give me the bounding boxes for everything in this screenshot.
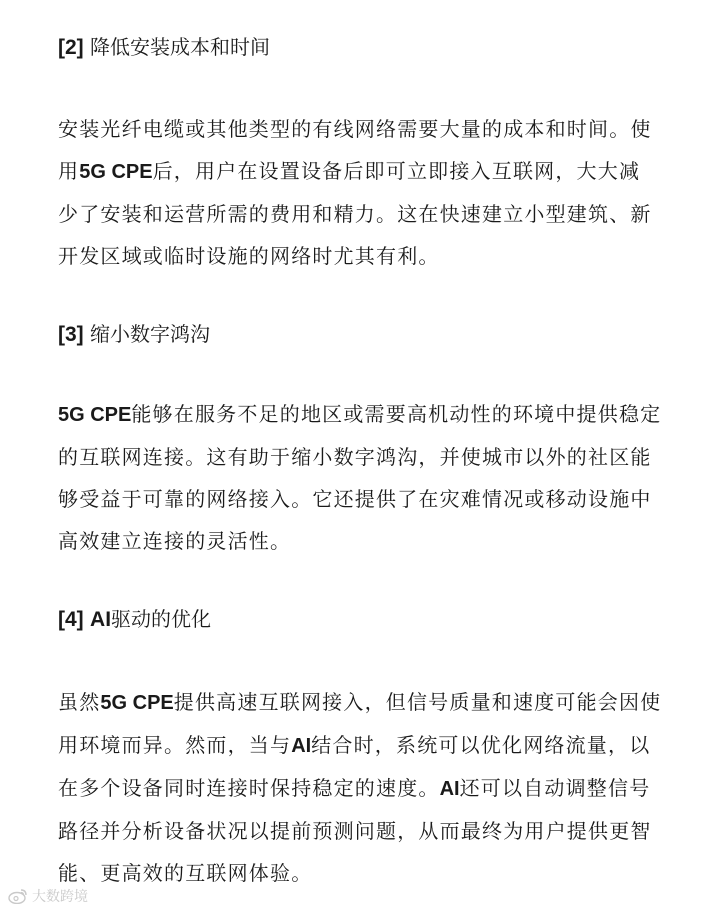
text-run: 后，用户在设置设备后即可立即接入互联网，大大减 xyxy=(152,159,641,183)
text-run: 安装光纤电缆或其他类型的有线网络需要大量的成本和时间。使 xyxy=(58,117,652,141)
text-run: 结合时，系统可以优化网络流量，以 xyxy=(311,733,651,757)
text-run: 能、更高效的互联网体验。 xyxy=(58,861,313,885)
text-run: 少了安装和运营所需的费用和精力。这在快速建立小型建筑、新 xyxy=(58,202,652,226)
paragraph-line xyxy=(58,478,678,520)
bold-term: AI xyxy=(291,735,312,757)
paragraph-line xyxy=(58,193,678,235)
text-run: 在多个设备同时连接时保持稳定的速度。 xyxy=(58,776,440,800)
paragraph-line xyxy=(58,852,678,894)
text-run: 开发区域或临时设施的网络时尤其有利。 xyxy=(58,244,440,268)
text-run: 还可以自动调整信号 xyxy=(459,776,651,800)
text-run: 虽然 xyxy=(58,690,101,714)
text-run: 的互联网连接。这有助于缩小数字鸿沟，并使城市以外的社区能 xyxy=(58,445,652,469)
paragraph-line xyxy=(58,520,678,562)
bold-term: AI xyxy=(439,778,460,800)
text-run: 够受益于可靠的网络接入。它还提供了在灾难情况或移动设施中 xyxy=(58,487,652,511)
paragraph-line xyxy=(58,681,678,724)
paragraph-line xyxy=(58,150,678,193)
text-run: 能够在服务不足的地区或需要高机动性的环境中提供稳定 xyxy=(131,402,662,426)
section-heading xyxy=(58,320,210,349)
paragraph-line xyxy=(58,724,678,767)
paragraph-line xyxy=(58,767,678,810)
section-paragraph xyxy=(58,681,678,894)
section-title-prefix: AI xyxy=(90,608,112,631)
watermark xyxy=(8,886,88,906)
text-run: 提供高速互联网接入，但信号质量和速度可能会因使 xyxy=(173,690,662,714)
section-number: [2] xyxy=(58,36,84,59)
bold-term: 5G CPE xyxy=(100,692,174,714)
weibo-logo-icon xyxy=(8,888,28,904)
text-run: 高效建立连接的灵活性。 xyxy=(58,529,292,553)
paragraph-line xyxy=(58,810,678,852)
section-heading xyxy=(58,605,211,634)
section-title: 降低安装成本和时间 xyxy=(90,35,271,59)
paragraph-line xyxy=(58,393,678,436)
paragraph-line xyxy=(58,436,678,478)
bold-term: 5G CPE xyxy=(79,161,153,183)
section-title: 缩小数字鸿沟 xyxy=(90,322,211,346)
section-number: [4] xyxy=(58,608,84,631)
section-paragraph xyxy=(58,393,678,562)
text-run: 路径并分析设备状况以提前预测问题，从而最终为用户提供更智 xyxy=(58,819,652,843)
text-run: 用环境而异。然而，当与 xyxy=(58,733,292,757)
paragraph-line xyxy=(58,108,678,150)
section-heading xyxy=(58,33,270,62)
section-number: [3] xyxy=(58,323,84,346)
watermark-text: 大数跨境 xyxy=(32,889,88,905)
section-title: 驱动的优化 xyxy=(111,607,212,631)
paragraph-line xyxy=(58,235,678,277)
text-run: 用 xyxy=(58,159,80,183)
section-paragraph xyxy=(58,108,678,277)
bold-term: 5G CPE xyxy=(58,404,132,426)
